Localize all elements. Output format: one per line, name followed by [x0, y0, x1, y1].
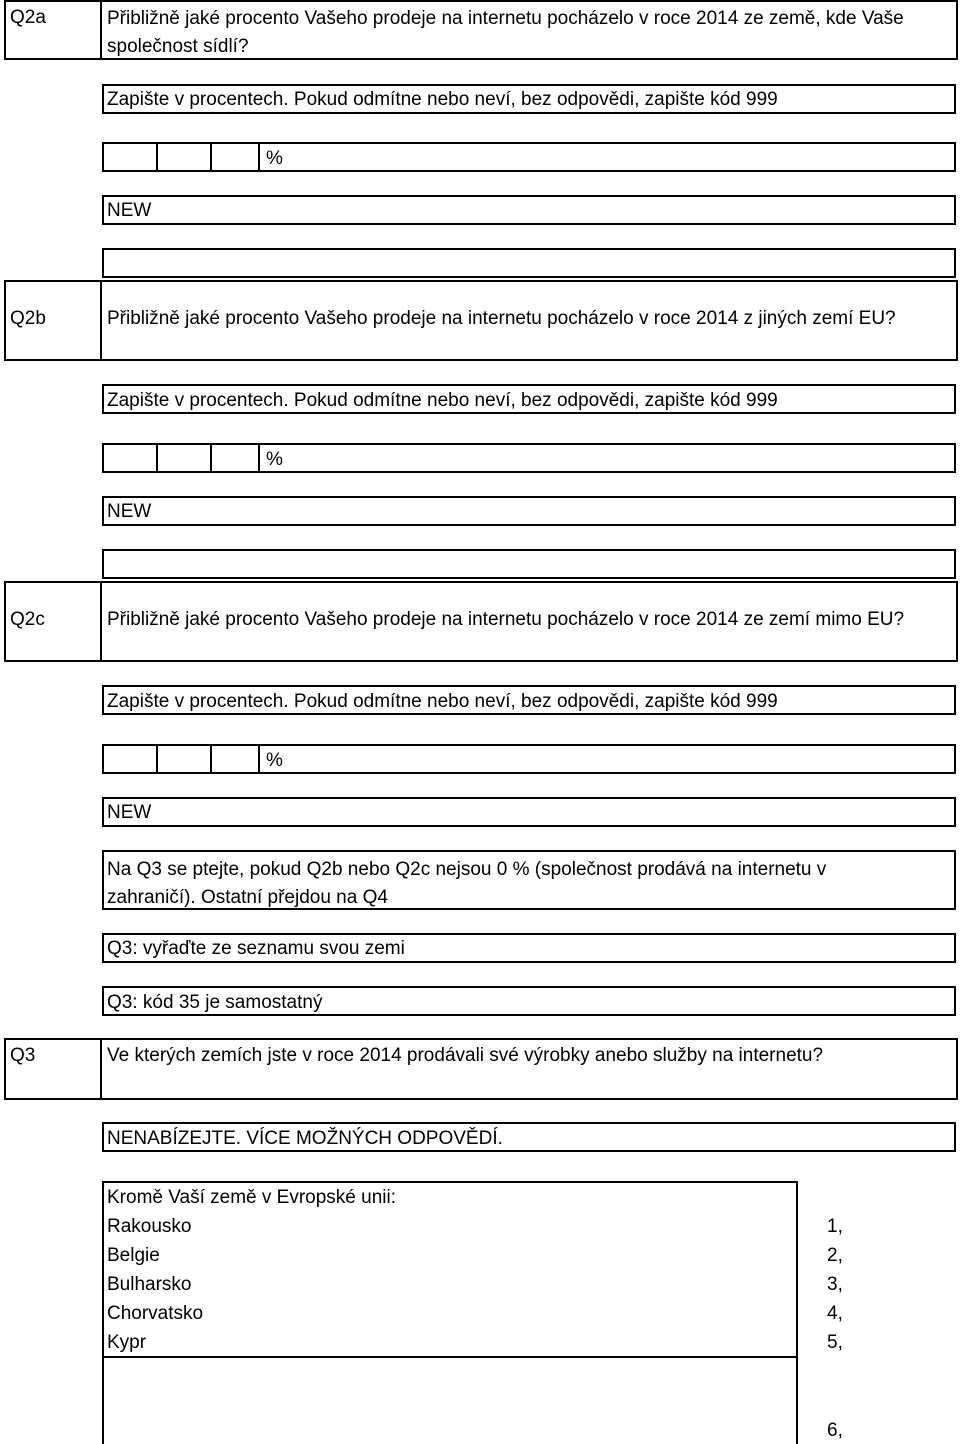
q2a-new: NEW [107, 200, 152, 221]
q2b-divider [100, 280, 102, 361]
q2c-digit-1[interactable] [102, 744, 158, 774]
country-name: Belgie [107, 1245, 160, 1266]
country-code[interactable]: 5, [827, 1332, 843, 1353]
q2b-instruction: Zapište v procentech. Pokud odmítne nebo neví, bez odpovědi, zapište kód 999 [107, 390, 778, 411]
country-name: Kypr [107, 1332, 147, 1353]
q2c-divider [100, 581, 102, 662]
country-name: Rakousko [107, 1216, 192, 1237]
q2c-percent-cell [258, 744, 956, 774]
q2a-instruction: Zapište v procentech. Pokud odmítne nebo neví, bez odpovědi, zapište kód 999 [107, 89, 778, 110]
q2b-new-box [102, 496, 956, 526]
q3-question: Ve kterých zemích jste v roce 2014 prodávali své výrobky anebo služby na internetu? [107, 1045, 824, 1066]
q2a-digit-2[interactable] [156, 142, 212, 172]
q2a-answer-box[interactable] [102, 248, 956, 278]
q2c-digit-2[interactable] [156, 744, 212, 774]
q2b-code: Q2b [10, 308, 46, 329]
q2b-digit-2[interactable] [156, 443, 212, 473]
q3-code: Q3 [10, 1045, 36, 1066]
country-list-box [102, 1181, 798, 1444]
q2c-code: Q2c [10, 609, 45, 630]
q2c-new-box [102, 797, 956, 827]
q2a-percent-cell [258, 142, 956, 172]
q3-instruction: NENABÍZEJTE. VÍCE MOŽNÝCH ODPOVĚDÍ. [107, 1128, 503, 1149]
country-code[interactable]: 2, [827, 1245, 843, 1266]
q2a-digit-3[interactable] [210, 142, 260, 172]
q2a-digit-1[interactable] [102, 142, 158, 172]
country-name: Chorvatsko [107, 1303, 204, 1324]
q2b-question: Přibližně jaké procento Vašeho prodeje na internetu pocházelo v roce 2014 z jiných zemí EU? [107, 308, 896, 329]
q2a-divider [100, 0, 102, 60]
q3-filter-note: Na Q3 se ptejte, pokud Q2b nebo Q2c nejsou 0 % (společnost prodává na internetu v zahraničí). Ostatní přejdou na Q4 [107, 859, 827, 908]
q3-divider [100, 1038, 102, 1100]
q2a-new-box [102, 195, 956, 225]
q2b-digit-3[interactable] [210, 443, 260, 473]
q2c-instruction: Zapište v procentech. Pokud odmítne nebo neví, bez odpovědi, zapište kód 999 [107, 691, 778, 712]
q2c-digit-3[interactable] [210, 744, 260, 774]
q3-code35-note: Q3: kód 35 je samostatný [107, 992, 323, 1013]
q2a-question: Přibližně jaké procento Vašeho prodeje na internetu pocházelo v roce 2014 ze země, kde Vaše společnost sídlí? [107, 8, 904, 57]
q2b-answer-box[interactable] [102, 549, 956, 579]
q2c-new: NEW [107, 802, 152, 823]
country-name: Bulharsko [107, 1274, 192, 1295]
q2a-code: Q2a [10, 7, 46, 28]
q2b-percent: % [266, 449, 283, 470]
country-code[interactable]: 6, [827, 1420, 843, 1441]
country-list-separator [102, 1356, 798, 1358]
q2c-question: Přibližně jaké procento Vašeho prodeje na internetu pocházelo v roce 2014 ze zemí mimo EU? [107, 609, 905, 630]
q2b-percent-cell [258, 443, 956, 473]
q2b-digit-1[interactable] [102, 443, 158, 473]
country-code[interactable]: 3, [827, 1274, 843, 1295]
country-list-header: Kromě Vaší země v Evropské unii: [107, 1187, 396, 1208]
q2c-percent: % [266, 750, 283, 771]
q2a-percent: % [266, 148, 283, 169]
q3-exclude-note: Q3: vyřaďte ze seznamu svou zemi [107, 938, 405, 959]
country-code[interactable]: 4, [827, 1303, 843, 1324]
q2b-new: NEW [107, 501, 152, 522]
country-code[interactable]: 1, [827, 1216, 843, 1237]
